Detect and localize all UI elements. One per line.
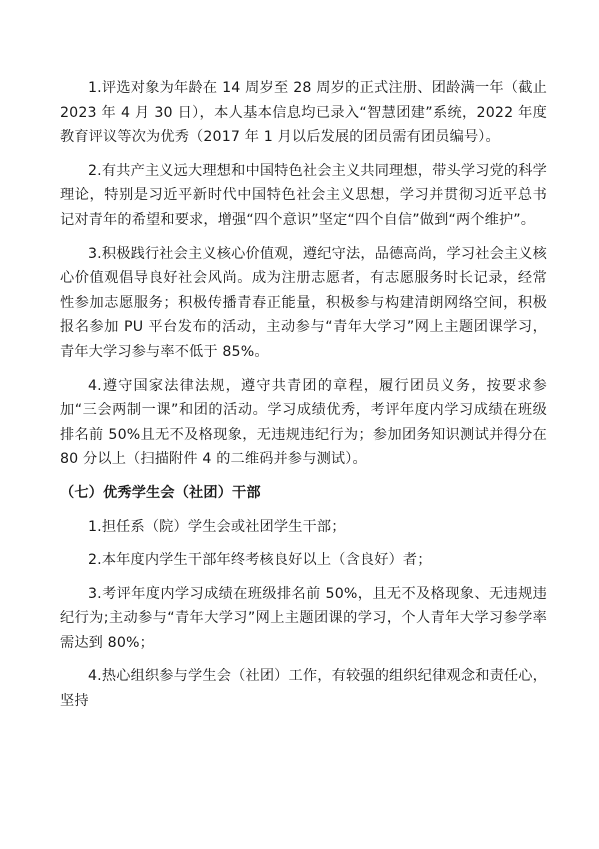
criteria-paragraph-2: 2.有共产主义远大理想和中国特色社会主义共同理想，带头学习党的科学理论，特别是习近平新时代中国特色社会主义思想，学习并贯彻习近平总书记对青年的希望和要求，增强“四个意识”坚定“四个自信”做到“两个维护”。 [60,162,547,228]
cadre-criteria-paragraph-1: 1.担任系（院）学生会或社团学生干部； [88,518,346,535]
criteria-paragraph-1: 1.评选对象为年龄在 14 周岁至 28 周岁的正式注册、团龄满一年（截止 2023 年 4 月 30 日），本人基本信息均已录入“智慧团建”系统，2022 年度教育评议等次为优秀（2017 年 1 月以后发展的团员需有团员编号）。 [60,80,547,146]
section-heading: （七）优秀学生会（社团）干部 [60,484,261,501]
criteria-paragraph-3: 3.积极践行社会主义核心价值观，遵纪守法，品德高尚，学习社会主义核心价值观倡导良好社会风尚。成为注册志愿者，有志愿服务时长记录，经常性参加志愿服务；积极传播青春正能量，积极参与构建清朗网络空间，积极报名参加 PU 平台发布的活动，主动参与“青年大学习”网上主题团课学习，青年大学习参与率不低于 85%。 [60,245,547,360]
cadre-criteria-paragraph-3: 3.考评年度内学习成绩在班级排名前 50%，且无不及格现象、无违规违纪行为;主动参与“青年大学习”网上主题团课的学习，个人青年大学习参学率需达到 80%； [60,585,547,651]
criteria-paragraph-4: 4.遵守国家法律法规，遵守共青团的章程，履行团员义务，按要求参加“三会两制一课”和团的活动。学习成绩优秀，考评年度内学习成绩在班级排名前 50%且无不及格现象，无违规违纪行为；参加团务知识测试并得分在 80 分以上（扫描附件 4 的二维码并参与测试）。 [60,377,547,468]
cadre-criteria-paragraph-4: 4.热心组织参与学生会（社团）工作，有较强的组织纪律观念和责任心，坚持 [60,668,547,710]
cadre-criteria-paragraph-2: 2.本年度内学生干部年终考核良好以上（含良好）者； [88,552,432,569]
